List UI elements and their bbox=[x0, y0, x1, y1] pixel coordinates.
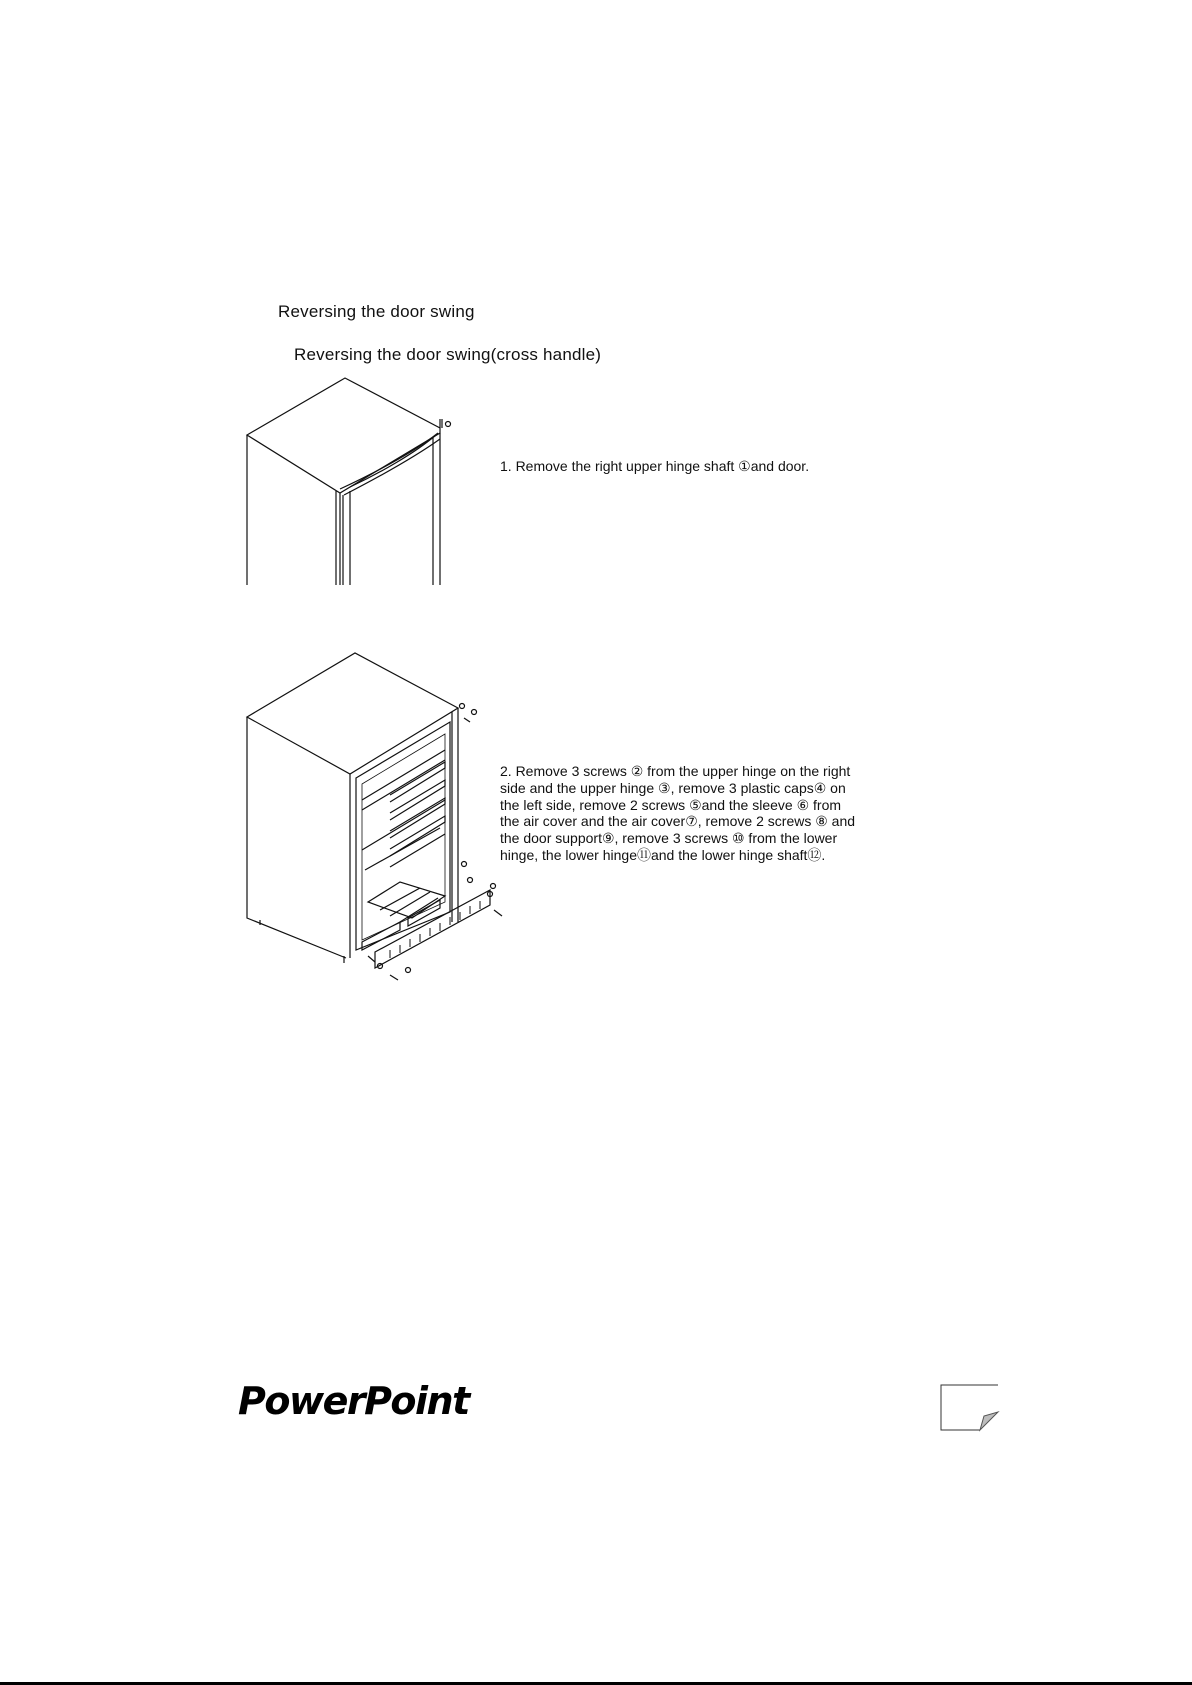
step-2-line: the left side, remove 2 screws ⑤and the sleeve ⑥ from bbox=[500, 796, 842, 813]
section-title: Reversing the door swing bbox=[278, 302, 475, 321]
step-2-line: 2. Remove 3 screws ② from the upper hinge on the right bbox=[500, 763, 851, 779]
step-2-line: the air cover and the air cover⑦, remove 2 screws ⑧ and bbox=[500, 813, 856, 830]
figure-2-cabinet-exploded bbox=[240, 650, 510, 980]
step-2-text bbox=[500, 763, 855, 864]
figure-1-tall-cabinet bbox=[240, 375, 460, 585]
subsection-title: Reversing the door swing(cross handle) bbox=[294, 345, 602, 364]
brand-logo: PowerPoint bbox=[238, 1379, 469, 1423]
page-curl-icon bbox=[940, 1384, 1000, 1432]
step-2-line: the door support⑨, remove 3 screws ⑩ from the lower bbox=[500, 830, 838, 847]
step-2-line: side and the upper hinge ③, remove 3 plastic caps④ on bbox=[500, 779, 846, 796]
step-1-text: 1. Remove the right upper hinge shaft ①and door. bbox=[500, 458, 810, 474]
step-2-line: hinge, the lower hinge⑪and the lower hinge shaft⑫. bbox=[500, 846, 826, 863]
